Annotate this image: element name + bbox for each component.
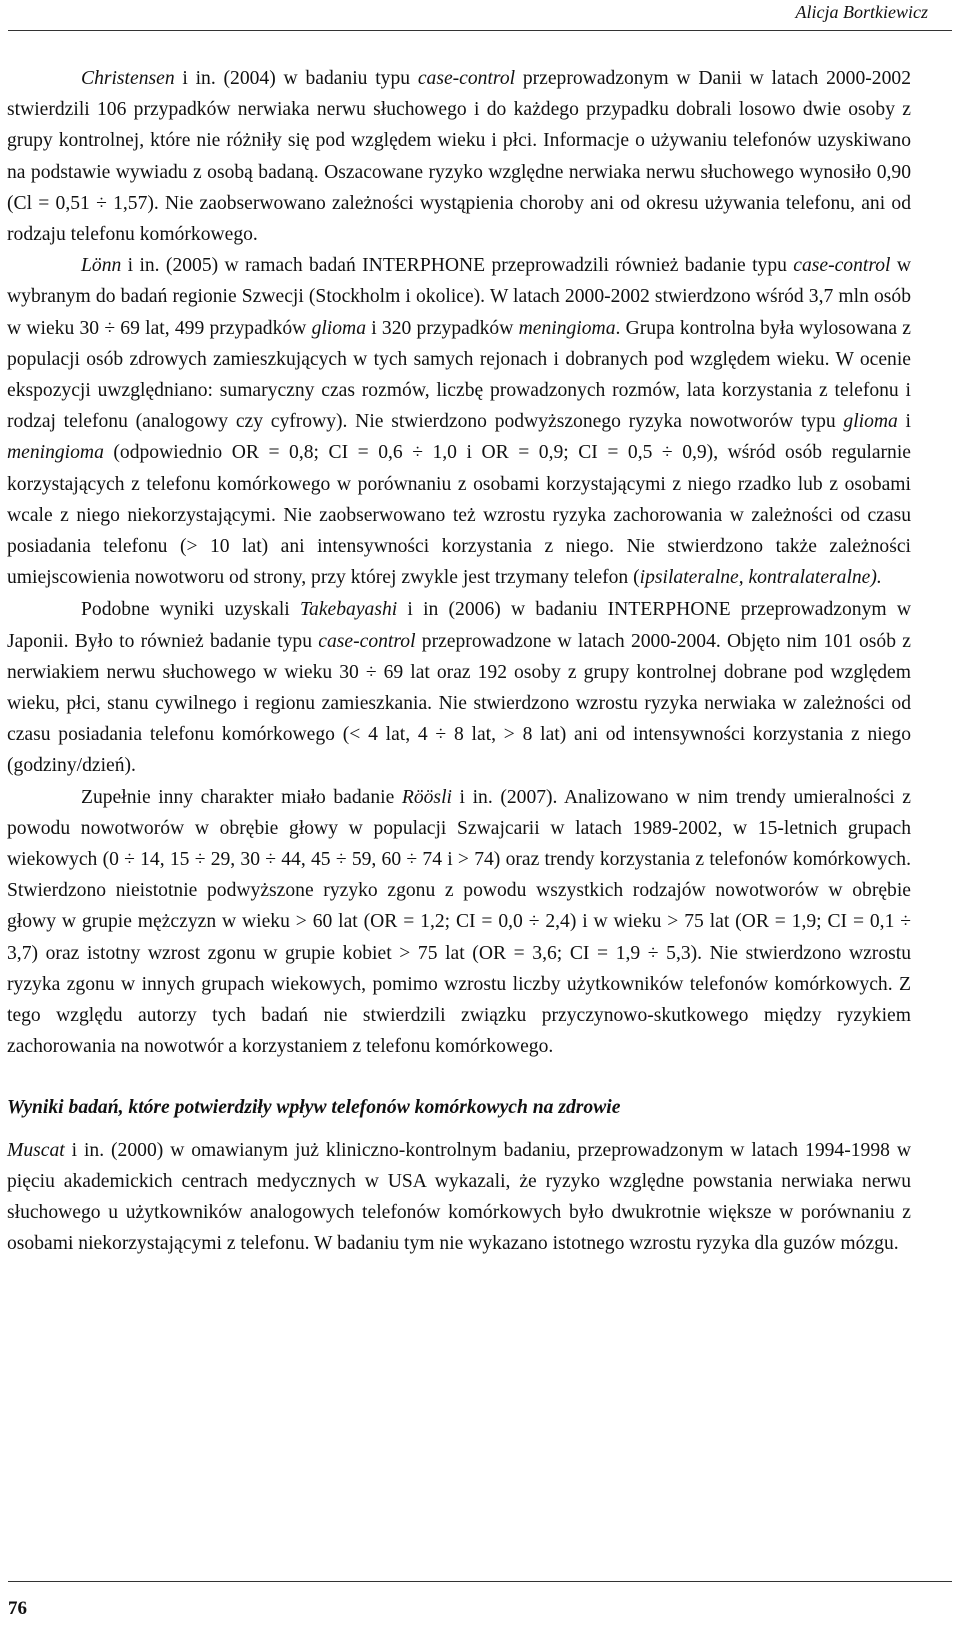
text-run: i in. (2004) w badaniu typu <box>174 68 418 89</box>
author-name: Takebayashi <box>299 599 398 621</box>
text-run: Zupełnie inny charakter miało badanie <box>81 786 402 808</box>
tumor-type: glioma <box>843 411 898 433</box>
text-run: i 320 przypadków <box>366 317 519 339</box>
text-run: w wybranym do badań regionie Szwecji (Stockholm i okolice). W latach 2000-2002 stwierdzono wśród 3,7 mln osób w wieku 30 ÷ 69 lat, 499 przypadków <box>7 255 911 339</box>
text-run: i in (2006) w badaniu INTERPHONE przeprowadzonym w Japonii. Było to również badanie typu <box>7 599 911 652</box>
text-run: i in. (2005) w ramach badań INTERPHONE przeprowadzili również badanie typu <box>121 255 794 277</box>
header-rule <box>8 30 952 31</box>
tumor-type: glioma <box>311 317 366 339</box>
study-type: case-control <box>793 255 891 277</box>
paragraph-lonn <box>7 250 911 593</box>
paragraph-roosli <box>7 782 911 1063</box>
author-name: Christensen <box>81 68 175 89</box>
text-run: i in. (2000) w omawianym już kliniczno-kontrolnym badaniu, przeprowadzonym w latach 1994-1998 w pięciu akademickich centrach medycznych w USA wykazali, że ryzyko względne powstania nerwiaka nerwu słuchowego u użytkowników analogowych telefonów komórkowych było dwukrotnie większe w porównaniu z osobami niekorzystającymi z telefonu. W badaniu tym nie wykazano istotnego wzrostu ryzyka dla guzów mózgu. <box>7 1139 911 1255</box>
running-header <box>0 0 960 37</box>
text-run: przeprowadzonym w Danii w latach 2000-2002 stwierdzili 106 przypadków nerwiaka nerwu słuchowego i do każdego przypadku dobrali losowo dwie osoby z grupy kontrolnej, które nie różniły się pod względem wieku i płci. Informacje o używaniu telefonów uzyskiwano na podstawie wywiadu z osobą badaną. Oszacowane ryzyko względne nerwiaka nerwu słuchowego wynosiło 0,90 (Cl = 0,51 ÷ 1,57). Nie zaobserwowano zależności wystąpienia choroby ani od okresu używania telefonu, ani od rodzaju telefonu komórkowego. <box>7 68 911 246</box>
study-type: case-control <box>318 630 416 652</box>
footer-rule <box>8 1581 952 1582</box>
tumor-type: meningioma <box>518 317 616 339</box>
author-name: Röösli <box>401 786 452 808</box>
header-author: Alicja Bortkiewicz <box>795 2 928 22</box>
page-number: 76 <box>8 1598 27 1619</box>
text-run: Podobne wyniki uzyskali <box>81 599 300 621</box>
text-run: przeprowadzone w latach 2000-2004. Objęto nim 101 osób z nerwiakiem nerwu słuchowego w wieku 30 ÷ 69 lat oraz 192 osoby z grupy kontrolnej dobrane pod względem wieku, płci, stanu cywilnego i regionu zamieszkania. Nie stwierdzono wzrostu ryzyka nerwiaka w zależności od czasu posiadania telefonu komórkowego (< 4 lat, 4 ÷ 8 lat, > 8 lat) ani od intensywności korzystania z niego (godziny/dzień). <box>7 630 911 777</box>
study-type: case-control <box>417 68 516 89</box>
text-run: i <box>897 411 911 433</box>
side-terms: ipsilateralne, kontralateralne). <box>639 567 882 589</box>
paragraph-christensen <box>7 63 911 250</box>
text-run: i in. (2007). Analizowano w nim trendy umieralności z powodu nowotworów w obrębie głowy w populacji Szwajcarii w latach 1989-2002, w 15-letnich grupach wiekowych (0 ÷ 14, 15 ÷ 29, 30 ÷ 44, 45 ÷ 59, 60 ÷ 74 i > 74) oraz trendy korzystania z telefonów komórkowych. Stwierdzono nieistotnie podwyższone ryzyko zgonu z powodu wszystkich rodzajów nowotworów w obrębie głowy w grupie mężczyzn w wieku > 60 lat (OR = 1,2; CI = 0,0 ÷ 2,4) i w wieku > 75 lat (OR = 1,9; CI = 0,1 ÷ 3,7) oraz istotny wzrost zgonu w grupie kobiet > 75 lat (OR = 3,6; CI = 1,9 ÷ 5,3). Nie stwierdzono wzrostu ryzyka zgonu w innych grupach wiekowych, pomimo wzrostu liczby użytkowników telefonów komórkowych. Z tego względu autorzy tych badań nie stwierdzili związku przyczynowo-skutkowego między ryzykiem zachorowania na nowotwór a korzystaniem z telefonu komórkowego. <box>7 786 911 1058</box>
paragraph-takebayashi <box>7 594 911 781</box>
paragraph-muscat <box>7 1135 911 1260</box>
text-run: (odpowiednio OR = 0,8; CI = 0,6 ÷ 1,0 i OR = 0,9; CI = 0,5 ÷ 0,9), wśród osób regularnie korzystających z telefonu komórkowego w porównaniu z osobami korzystającymi z niego rzadko lub z osobami wcale z niego niekorzystającymi. Nie zaobserwowano też wzrostu ryzyka zachorowania w zależności od czasu posiadania telefonu (> 10 lat) ani intensywności korzystania z niego. Nie stwierdzono także zależności umiejscowienia nowotworu od strony, przy której zwykle jest trzymany telefon ( <box>7 442 911 589</box>
text-run: . Grupa kontrolna była wylosowana z populacji osób zdrowych zamieszkujących w tych samych rejonach i dobranych pod względem wieku. W ocenie ekspozycji uwzględniano: sumaryczny czas rozmów, liczbę prowadzonych rozmów, lata korzystania z telefonu i rodzaj telefonu (analogowy czy cyfrowy). Nie stwierdzono podwyższonego ryzyka nowotworów typu <box>7 317 911 433</box>
section-heading: Wyniki badań, które potwierdziły wpływ telefonów komórkowych na zdrowie <box>7 1096 621 1118</box>
tumor-type: meningioma <box>7 442 104 464</box>
author-name: Muscat <box>7 1139 65 1161</box>
main-text <box>7 63 911 1260</box>
author-name: Lönn <box>81 255 122 277</box>
